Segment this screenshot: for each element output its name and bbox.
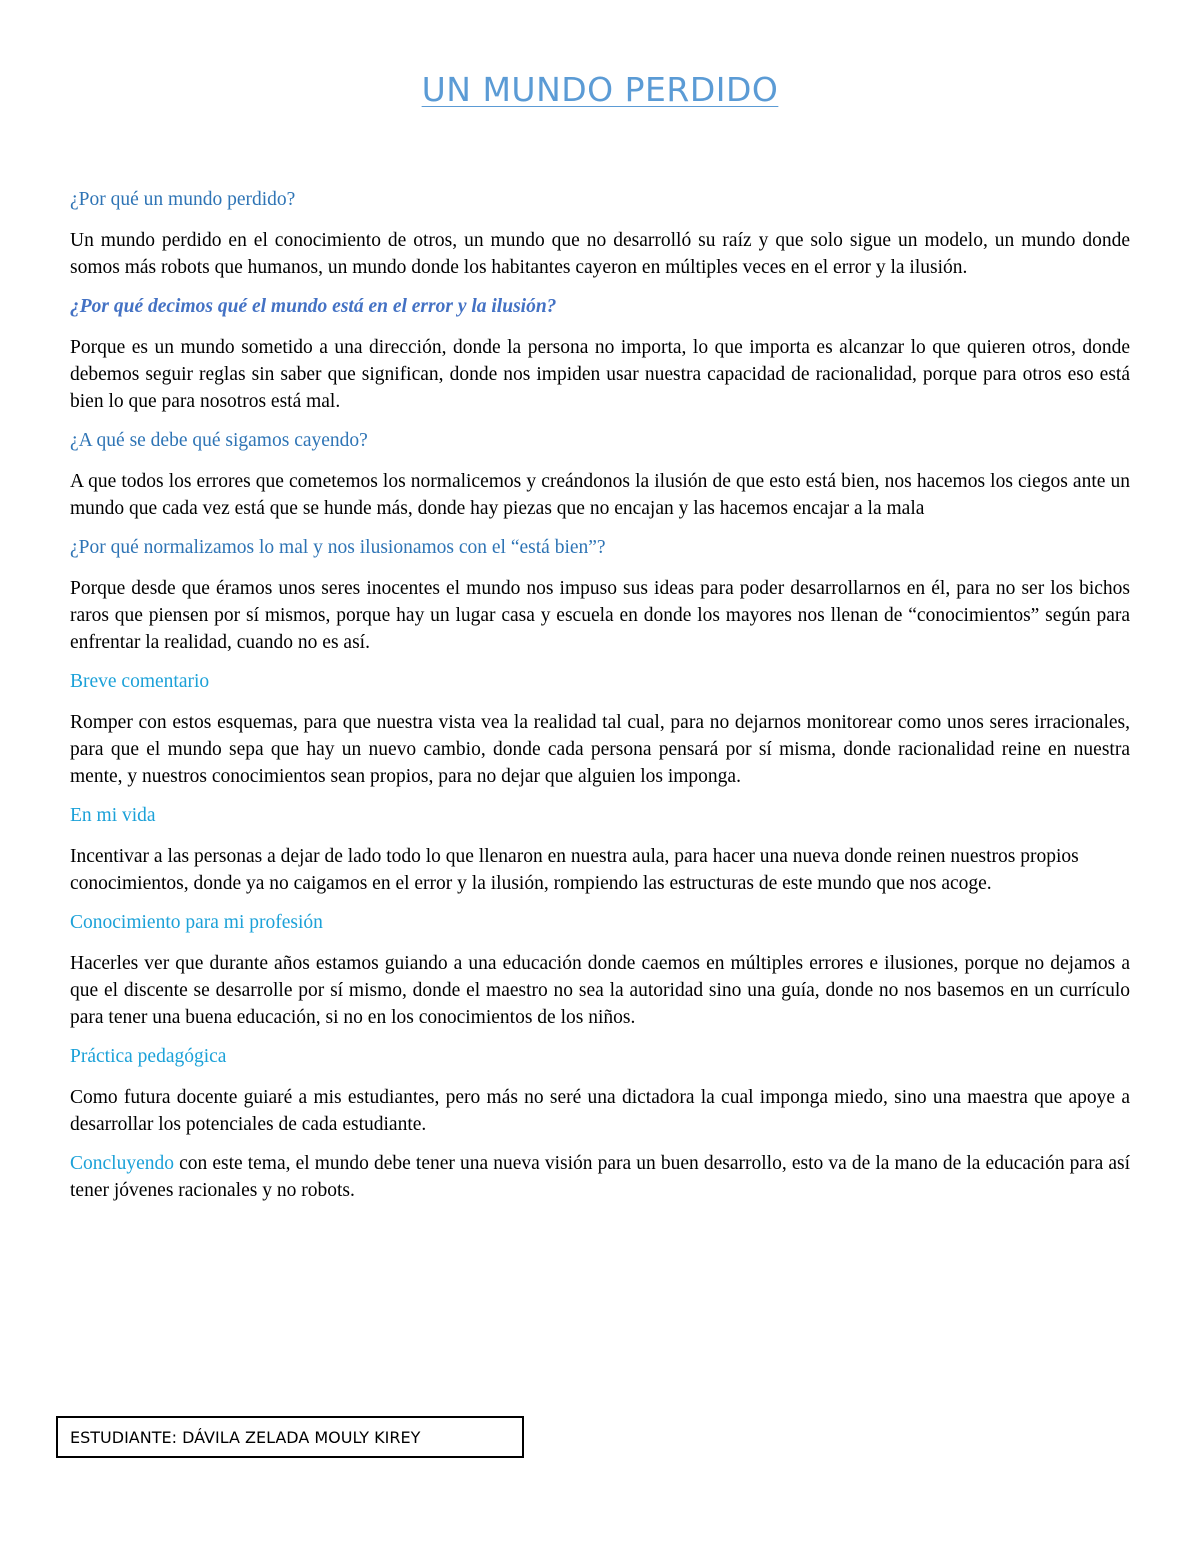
section-heading-4: ¿Por qué normalizamos lo mal y nos ilusionamos con el “está bien”?	[70, 537, 606, 558]
section-heading-8: Práctica pedagógica	[70, 1046, 227, 1067]
section-heading-5: Breve comentario	[70, 671, 210, 692]
section-paragraph-2: Porque es un mundo sometido a una dirección, donde la persona no importa, lo que importa es alcanzar lo que quieren otros, donde debemos seguir reglas sin saber que significan, donde nos impiden usar nuestra capacidad de racionalidad, porque para otros eso está bien lo que para nosotros está mal.	[70, 337, 1130, 412]
section-paragraph-4: Porque desde que éramos unos seres inocentes el mundo nos impuso sus ideas para poder desarrollarnos en él, para no ser los bichos raros que piensen por sí mismos, porque hay un lugar casa y escuela en donde los mayores nos llenan de “conocimientos” según para enfrentar la realidad, cuando no es así.	[70, 578, 1130, 653]
section-heading-3: ¿A qué se debe qué sigamos cayendo?	[70, 430, 368, 451]
document-title: UN MUNDO PERDIDO	[421, 70, 779, 109]
section-paragraph-3: A que todos los errores que cometemos los normalicemos y creándonos la ilusión de que esto está bien, nos hacemos los ciegos ante un mundo que cada vez está que se hunde más, donde hay piezas que no encajan y las hacemos encajar a la mala	[70, 471, 1130, 519]
conclusion-body-text: con este tema, el mundo debe tener una nueva visión para un buen desarrollo, esto va de la mano de la educación para así tener jóvenes racionales y no robots.	[70, 1153, 1130, 1201]
conclusion-paragraph	[70, 1150, 1130, 1204]
section-heading-6: En mi vida	[70, 805, 156, 826]
section-heading-7: Conocimiento para mi profesión	[70, 912, 323, 933]
section-paragraph-7: Hacerles ver que durante años estamos guiando a una educación donde caemos en múltiples errores e ilusiones, porque no dejamos a que el discente se desarrolle por sí mismo, donde el maestro no sea la autoridad sino una guía, donde no nos basemos en un currículo para tener una buena educación, si no en los conocimientos de los niños.	[70, 953, 1130, 1028]
student-name-label: ESTUDIANTE: DÁVILA ZELADA MOULY KIREY	[70, 1428, 421, 1447]
section-paragraph-6: Incentivar a las personas a dejar de lado todo lo que llenaron en nuestra aula, para hacer una nueva donde reinen nuestros propios conocimientos, donde ya no caigamos en el error y la ilusión, rompiendo las estructuras de este mundo que nos acoge.	[70, 846, 1079, 894]
student-name-box	[56, 1416, 524, 1458]
document-body	[70, 186, 1130, 1216]
conclusion-lead-word: Concluyendo	[70, 1153, 174, 1174]
section-heading-1: ¿Por qué un mundo perdido?	[70, 189, 296, 210]
section-paragraph-5: Romper con estos esquemas, para que nuestra vista vea la realidad tal cual, para no dejarnos monitorear como unos seres irracionales, para que el mundo sepa que hay un nuevo cambio, donde cada persona pensará por sí misma, donde racionalidad reine en nuestra mente, y nuestros conocimientos sean propios, para no dejar que alguien los imponga.	[70, 712, 1130, 787]
section-paragraph-8: Como futura docente guiaré a mis estudiantes, pero más no seré una dictadora la cual imponga miedo, sino una maestra que apoye a desarrollar los potenciales de cada estudiante.	[70, 1087, 1130, 1135]
section-heading-2: ¿Por qué decimos qué el mundo está en el error y la ilusión?	[70, 296, 557, 317]
section-paragraph-1: Un mundo perdido en el conocimiento de otros, un mundo que no desarrolló su raíz y que solo sigue un modelo, un mundo donde somos más robots que humanos, un mundo donde los habitantes cayeron en múltiples veces en el error y la ilusión.	[70, 230, 1130, 278]
